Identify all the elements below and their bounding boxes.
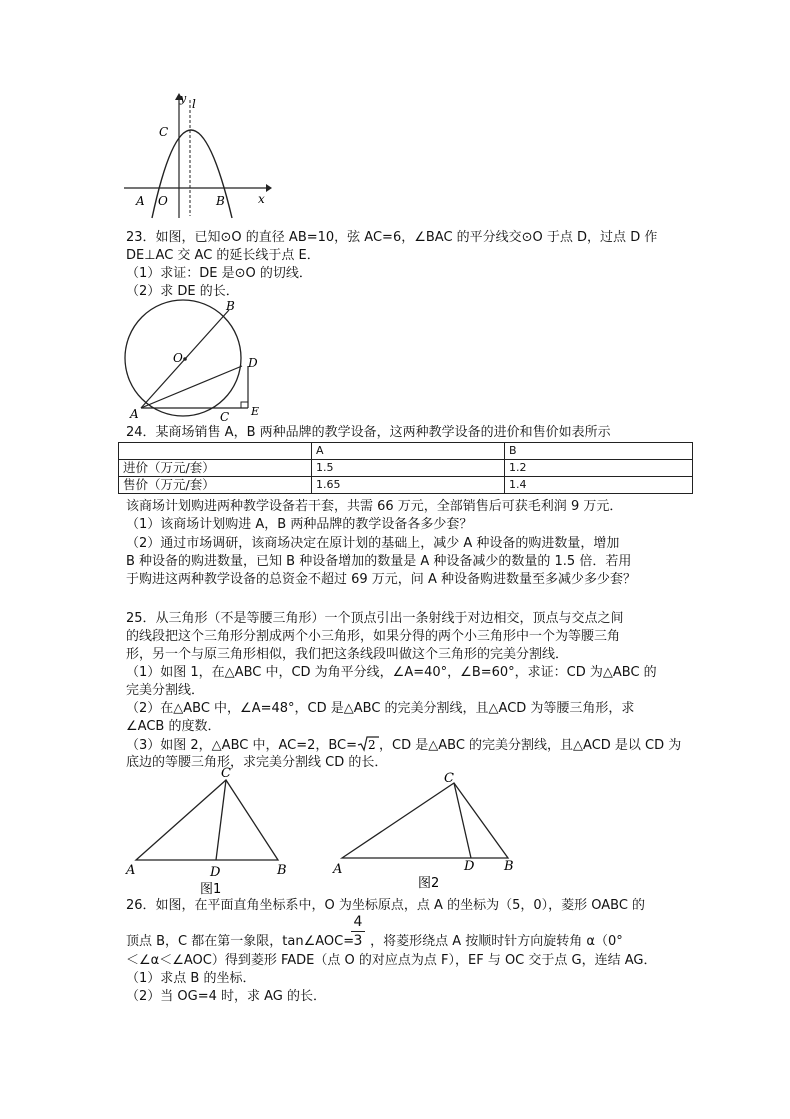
label-l: l xyxy=(192,97,196,111)
q25-sub-1-line-1: （1）如图 1，在△ABC 中，CD 为角平分线，∠A=40°，∠B=60°，求证：CD 为△ABC 的 xyxy=(126,665,657,680)
q25-sub-3-post: ，CD 是△ABC 的完美分割线，且△ACD 是以 CD 为 xyxy=(379,738,682,753)
triangle-abc xyxy=(342,783,508,858)
figure-1 xyxy=(122,766,302,896)
parabola-figure xyxy=(120,90,280,220)
q25-sub-1-line-2: 完美分割线． xyxy=(126,683,205,698)
table-cell xyxy=(119,443,312,460)
table-row xyxy=(119,443,693,460)
q23-sub-1: （1）求证：DE 是⊙O 的切线． xyxy=(126,266,312,281)
label-b: B xyxy=(277,863,287,878)
fraction-numerator: 4 xyxy=(353,914,363,930)
q25-sub-3-pre: （3）如图 2，△ABC 中，AC=2，BC= xyxy=(126,738,358,753)
label-c: C xyxy=(444,771,454,786)
q25-line-2: 的线段把这个三角形分割成两个小三角形，如果分得的两个小三角形中一个为等腰三角 xyxy=(126,629,621,644)
segment-cd xyxy=(216,780,226,860)
q26-sub-1: （1）求点 B 的坐标． xyxy=(126,971,256,986)
q25-sub-2-line-1: （2）在△ABC 中，∠A=48°，CD 是△ABC 的完美分割线，且△ACD 为等腰三角形，求 xyxy=(126,701,635,716)
q24-sub-2-line-2: B 种设备的购进数量，已知 B 种设备增加的数量是 A 种设备减少的数量的 1.5 倍．若用 xyxy=(126,554,632,569)
label-a: A xyxy=(126,863,136,878)
q26-line-2-post: ，将菱形绕点 A 按顺时针方向旋转角 α（0° xyxy=(370,934,623,949)
table-cell: 1.2 xyxy=(505,460,693,477)
circle-o xyxy=(125,300,241,416)
q26-line-3: ＜∠α＜∠AOC）得到菱形 FADE（点 O 的对应点为点 F），EF 与 OC 交于点 G，连结 AG． xyxy=(126,953,657,968)
table-cell: 1.4 xyxy=(505,477,693,494)
label-c: C xyxy=(159,125,169,139)
q24-intro: 24．某商场销售 A，B 两种品牌的教学设备，这两种教学设备的进价和售价如表所示 xyxy=(126,425,611,440)
fraction-denominator: 3 xyxy=(353,933,363,949)
table-cell: 进价（万元/套） xyxy=(119,460,312,477)
triangle-abc xyxy=(136,780,278,860)
circle-figure xyxy=(120,298,270,424)
table-cell: 1.5 xyxy=(312,460,505,477)
label-b: B xyxy=(216,194,225,208)
q24-sub-2-line-3: 于购进这两种教学设备的总资金不超过 69 万元，问 A 种设备购进数量至多减少多少套？ xyxy=(126,572,636,587)
table-row xyxy=(119,477,693,494)
price-table xyxy=(118,442,693,494)
caption-fig-1: 图1 xyxy=(200,882,222,896)
sqrt-radicand: 2 xyxy=(368,738,376,752)
table-cell: B xyxy=(505,443,693,460)
q26-line-1: 26．如图，在平面直角坐标系中，O 为坐标原点，点 A 的坐标为（5，0），菱形 OABC 的 xyxy=(126,898,646,913)
label-o: O xyxy=(173,351,183,365)
label-e: E xyxy=(251,405,260,418)
table-cell: A xyxy=(312,443,505,460)
label-c: C xyxy=(221,766,231,781)
q25-sub-3-line-2: 底边的等腰三角形，求完美分割线 CD 的长． xyxy=(126,755,388,770)
label-x: x xyxy=(258,192,265,206)
q25-line-1: 25．从三角形（不是等腰三角形）一个顶点引出一条射线于对边相交，顶点与交点之间 xyxy=(126,611,624,626)
q24-line-after: 该商场计划购进两种教学设备若干套，共需 66 万元，全部销售后可获毛利润 9 万元． xyxy=(126,499,623,514)
label-a: A xyxy=(136,194,145,208)
table-row xyxy=(119,460,693,477)
fraction-bar xyxy=(351,931,365,932)
sqrt-2 xyxy=(357,736,379,755)
table-cell: 1.65 xyxy=(312,477,505,494)
label-b: B xyxy=(504,859,514,874)
label-y: y xyxy=(180,92,187,105)
label-c: C xyxy=(220,410,230,424)
label-d: D xyxy=(210,865,221,880)
label-a: A xyxy=(130,407,139,421)
q25-sub-2-line-2: ∠ACB 的度数． xyxy=(126,719,221,734)
q23-sub-2: （2）求 DE 的长． xyxy=(126,284,239,299)
q24-sub-1: （1）该商场计划购进 A，B 两种品牌的教学设备各多少套？ xyxy=(126,517,473,532)
q26-line-2 xyxy=(126,933,623,951)
label-b: B xyxy=(226,299,235,313)
label-a: A xyxy=(333,862,343,877)
q26-line-2-pre: 顶点 B，C 都在第一象限，tan∠AOC= xyxy=(126,934,355,949)
center-point xyxy=(183,357,187,361)
table-cell: 售价（万元/套） xyxy=(119,477,312,494)
q23-line-1: 23．如图，已知⊙O 的直径 AB=10，弦 AC=6，∠BAC 的平分线交⊙O 于点 D，过点 D 作 xyxy=(126,230,658,245)
figure-2 xyxy=(330,770,530,892)
q23-line-2: DE⊥AC 交 AC 的延长线于点 E． xyxy=(126,248,320,263)
label-d: D xyxy=(464,859,475,874)
q25-sub-3-line-1 xyxy=(126,736,681,755)
q25-line-3: 形，另一个与原三角形相似，我们把这条线段叫做这个三角形的完美分割线． xyxy=(126,647,569,662)
chord-ad xyxy=(141,366,242,408)
q26-sub-2: （2）当 OG=4 时，求 AG 的长． xyxy=(126,989,327,1004)
right-angle-mark xyxy=(241,402,248,408)
label-d: D xyxy=(248,356,258,370)
label-o: O xyxy=(158,194,168,208)
q24-sub-2-line-1: （2）通过市场调研，该商场决定在原计划的基础上，减少 A 种设备的购进数量，增加 xyxy=(126,536,620,551)
x-axis-arrow xyxy=(266,184,272,192)
caption-fig-2: 图2 xyxy=(418,876,440,891)
